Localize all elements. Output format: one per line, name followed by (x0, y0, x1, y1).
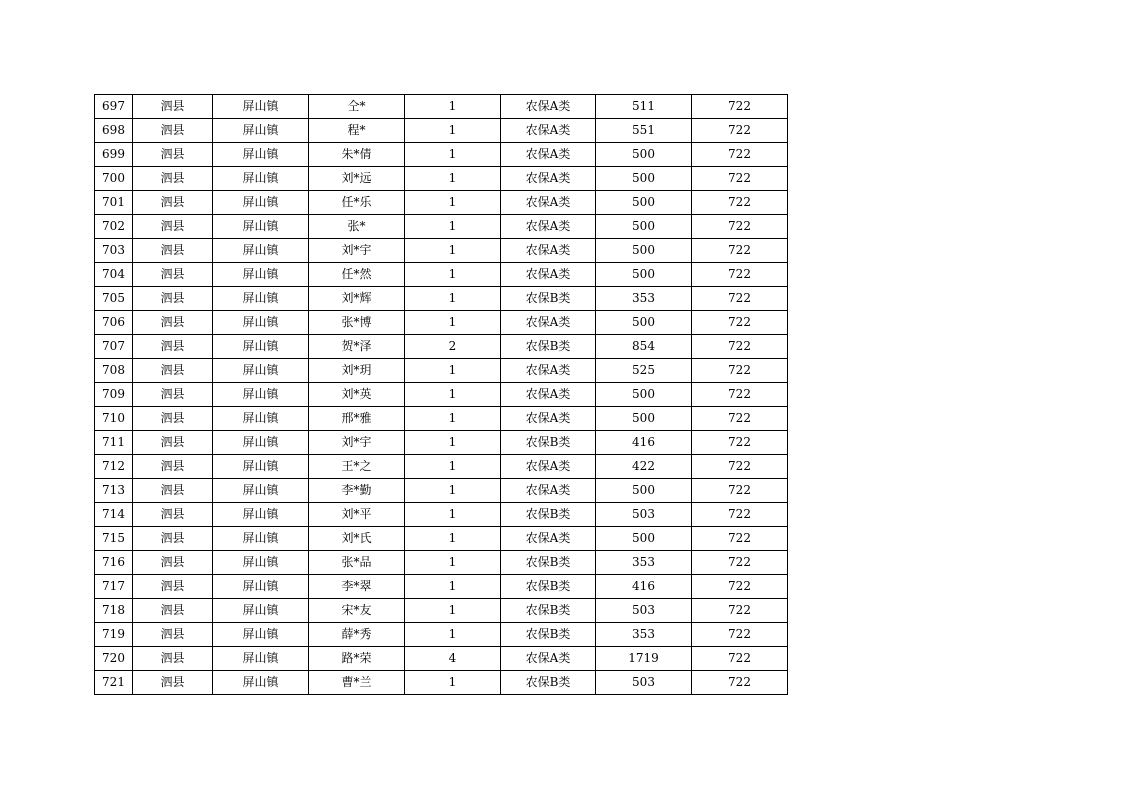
cell-insurance-category: 农保A类 (501, 215, 596, 239)
table-row (95, 335, 788, 359)
cell-code: 722 (692, 383, 788, 407)
cell-town: 屏山镇 (213, 287, 309, 311)
cell-row-number: 720 (95, 647, 133, 671)
cell-name: 宋*友 (309, 599, 405, 623)
cell-town: 屏山镇 (213, 455, 309, 479)
cell-insurance-category: 农保A类 (501, 239, 596, 263)
cell-town: 屏山镇 (213, 527, 309, 551)
cell-town: 屏山镇 (213, 191, 309, 215)
cell-code: 722 (692, 263, 788, 287)
cell-amount: 500 (596, 383, 692, 407)
cell-county: 泗县 (133, 527, 213, 551)
cell-name: 王*之 (309, 455, 405, 479)
cell-row-number: 708 (95, 359, 133, 383)
cell-household-size: 1 (405, 143, 501, 167)
cell-county: 泗县 (133, 647, 213, 671)
table-row (95, 167, 788, 191)
cell-name: 仝* (309, 95, 405, 119)
cell-code: 722 (692, 311, 788, 335)
table-row (95, 407, 788, 431)
cell-town: 屏山镇 (213, 503, 309, 527)
cell-code: 722 (692, 167, 788, 191)
cell-household-size: 1 (405, 383, 501, 407)
cell-row-number: 719 (95, 623, 133, 647)
cell-county: 泗县 (133, 407, 213, 431)
cell-row-number: 709 (95, 383, 133, 407)
cell-town: 屏山镇 (213, 215, 309, 239)
cell-insurance-category: 农保A类 (501, 191, 596, 215)
cell-insurance-category: 农保B类 (501, 335, 596, 359)
cell-household-size: 1 (405, 215, 501, 239)
cell-amount: 353 (596, 287, 692, 311)
cell-code: 722 (692, 143, 788, 167)
table-row (95, 215, 788, 239)
cell-row-number: 700 (95, 167, 133, 191)
cell-name: 薛*秀 (309, 623, 405, 647)
table-row (95, 287, 788, 311)
cell-amount: 511 (596, 95, 692, 119)
cell-town: 屏山镇 (213, 359, 309, 383)
table-row (95, 95, 788, 119)
cell-household-size: 1 (405, 239, 501, 263)
cell-name: 张*品 (309, 551, 405, 575)
cell-household-size: 1 (405, 431, 501, 455)
cell-amount: 422 (596, 455, 692, 479)
cell-county: 泗县 (133, 479, 213, 503)
cell-town: 屏山镇 (213, 167, 309, 191)
cell-code: 722 (692, 455, 788, 479)
cell-household-size: 4 (405, 647, 501, 671)
cell-town: 屏山镇 (213, 311, 309, 335)
cell-town: 屏山镇 (213, 239, 309, 263)
table-row (95, 191, 788, 215)
cell-insurance-category: 农保A类 (501, 527, 596, 551)
cell-name: 路*荣 (309, 647, 405, 671)
cell-household-size: 1 (405, 263, 501, 287)
cell-county: 泗县 (133, 167, 213, 191)
cell-code: 722 (692, 287, 788, 311)
cell-row-number: 698 (95, 119, 133, 143)
cell-insurance-category: 农保A类 (501, 167, 596, 191)
table-row (95, 647, 788, 671)
cell-row-number: 699 (95, 143, 133, 167)
table-row (95, 455, 788, 479)
cell-name: 刘*英 (309, 383, 405, 407)
cell-town: 屏山镇 (213, 647, 309, 671)
cell-insurance-category: 农保A类 (501, 479, 596, 503)
cell-amount: 503 (596, 671, 692, 695)
cell-row-number: 716 (95, 551, 133, 575)
cell-household-size: 1 (405, 167, 501, 191)
cell-county: 泗县 (133, 143, 213, 167)
cell-town: 屏山镇 (213, 383, 309, 407)
cell-town: 屏山镇 (213, 263, 309, 287)
cell-amount: 500 (596, 167, 692, 191)
table-row (95, 383, 788, 407)
cell-code: 722 (692, 551, 788, 575)
cell-household-size: 1 (405, 311, 501, 335)
cell-code: 722 (692, 575, 788, 599)
table-row (95, 239, 788, 263)
cell-code: 722 (692, 623, 788, 647)
cell-name: 曹*兰 (309, 671, 405, 695)
cell-amount: 525 (596, 359, 692, 383)
cell-name: 程* (309, 119, 405, 143)
table-row (95, 527, 788, 551)
cell-code: 722 (692, 239, 788, 263)
cell-insurance-category: 农保B类 (501, 551, 596, 575)
cell-name: 李*翠 (309, 575, 405, 599)
cell-name: 刘*宇 (309, 431, 405, 455)
cell-name: 贺*泽 (309, 335, 405, 359)
cell-code: 722 (692, 479, 788, 503)
cell-row-number: 707 (95, 335, 133, 359)
cell-household-size: 1 (405, 671, 501, 695)
cell-insurance-category: 农保B类 (501, 671, 596, 695)
cell-county: 泗县 (133, 431, 213, 455)
cell-household-size: 1 (405, 599, 501, 623)
cell-row-number: 711 (95, 431, 133, 455)
cell-insurance-category: 农保A类 (501, 119, 596, 143)
cell-household-size: 1 (405, 359, 501, 383)
cell-town: 屏山镇 (213, 407, 309, 431)
table-row (95, 503, 788, 527)
cell-household-size: 1 (405, 287, 501, 311)
table-row (95, 263, 788, 287)
cell-town: 屏山镇 (213, 143, 309, 167)
cell-amount: 500 (596, 479, 692, 503)
cell-row-number: 715 (95, 527, 133, 551)
cell-insurance-category: 农保A类 (501, 95, 596, 119)
cell-amount: 1719 (596, 647, 692, 671)
cell-household-size: 1 (405, 119, 501, 143)
cell-amount: 551 (596, 119, 692, 143)
cell-amount: 500 (596, 527, 692, 551)
cell-insurance-category: 农保A类 (501, 143, 596, 167)
cell-household-size: 1 (405, 551, 501, 575)
cell-code: 722 (692, 503, 788, 527)
cell-row-number: 718 (95, 599, 133, 623)
cell-insurance-category: 农保B类 (501, 575, 596, 599)
cell-amount: 353 (596, 623, 692, 647)
cell-insurance-category: 农保B类 (501, 503, 596, 527)
cell-town: 屏山镇 (213, 575, 309, 599)
table-body (95, 95, 788, 695)
cell-household-size: 1 (405, 455, 501, 479)
cell-insurance-category: 农保A类 (501, 263, 596, 287)
cell-code: 722 (692, 119, 788, 143)
cell-name: 刘*玥 (309, 359, 405, 383)
cell-name: 邢*雅 (309, 407, 405, 431)
cell-code: 722 (692, 335, 788, 359)
cell-insurance-category: 农保A类 (501, 455, 596, 479)
cell-amount: 416 (596, 431, 692, 455)
cell-county: 泗县 (133, 263, 213, 287)
table-row (95, 479, 788, 503)
cell-town: 屏山镇 (213, 335, 309, 359)
cell-row-number: 721 (95, 671, 133, 695)
cell-code: 722 (692, 359, 788, 383)
cell-row-number: 702 (95, 215, 133, 239)
cell-county: 泗县 (133, 455, 213, 479)
cell-amount: 500 (596, 143, 692, 167)
table-row (95, 359, 788, 383)
cell-insurance-category: 农保A类 (501, 383, 596, 407)
cell-insurance-category: 农保A类 (501, 359, 596, 383)
cell-code: 722 (692, 95, 788, 119)
cell-county: 泗县 (133, 503, 213, 527)
cell-household-size: 1 (405, 95, 501, 119)
cell-amount: 500 (596, 263, 692, 287)
cell-amount: 503 (596, 503, 692, 527)
cell-household-size: 1 (405, 575, 501, 599)
cell-insurance-category: 农保B类 (501, 431, 596, 455)
cell-amount: 500 (596, 407, 692, 431)
cell-household-size: 1 (405, 623, 501, 647)
cell-county: 泗县 (133, 383, 213, 407)
cell-amount: 353 (596, 551, 692, 575)
cell-town: 屏山镇 (213, 119, 309, 143)
cell-county: 泗县 (133, 335, 213, 359)
cell-amount: 854 (596, 335, 692, 359)
data-table (94, 94, 788, 695)
cell-county: 泗县 (133, 599, 213, 623)
cell-row-number: 706 (95, 311, 133, 335)
cell-household-size: 1 (405, 527, 501, 551)
cell-town: 屏山镇 (213, 95, 309, 119)
table-row (95, 119, 788, 143)
cell-name: 张* (309, 215, 405, 239)
cell-name: 朱*倩 (309, 143, 405, 167)
cell-county: 泗县 (133, 551, 213, 575)
cell-town: 屏山镇 (213, 431, 309, 455)
cell-amount: 503 (596, 599, 692, 623)
cell-row-number: 710 (95, 407, 133, 431)
cell-county: 泗县 (133, 311, 213, 335)
cell-household-size: 1 (405, 503, 501, 527)
table-row (95, 623, 788, 647)
cell-name: 刘*平 (309, 503, 405, 527)
cell-county: 泗县 (133, 215, 213, 239)
cell-county: 泗县 (133, 119, 213, 143)
cell-household-size: 1 (405, 191, 501, 215)
cell-household-size: 1 (405, 479, 501, 503)
cell-household-size: 1 (405, 407, 501, 431)
cell-town: 屏山镇 (213, 599, 309, 623)
table-row (95, 311, 788, 335)
cell-code: 722 (692, 527, 788, 551)
cell-insurance-category: 农保B类 (501, 599, 596, 623)
cell-household-size: 2 (405, 335, 501, 359)
cell-insurance-category: 农保A类 (501, 407, 596, 431)
cell-name: 任*乐 (309, 191, 405, 215)
cell-county: 泗县 (133, 623, 213, 647)
cell-insurance-category: 农保A类 (501, 647, 596, 671)
cell-county: 泗县 (133, 359, 213, 383)
cell-row-number: 705 (95, 287, 133, 311)
cell-town: 屏山镇 (213, 623, 309, 647)
cell-town: 屏山镇 (213, 671, 309, 695)
cell-amount: 500 (596, 215, 692, 239)
cell-county: 泗县 (133, 671, 213, 695)
cell-row-number: 717 (95, 575, 133, 599)
cell-code: 722 (692, 671, 788, 695)
cell-name: 刘*远 (309, 167, 405, 191)
cell-name: 任*然 (309, 263, 405, 287)
table-row (95, 551, 788, 575)
cell-town: 屏山镇 (213, 479, 309, 503)
cell-insurance-category: 农保B类 (501, 287, 596, 311)
table-row (95, 671, 788, 695)
cell-town: 屏山镇 (213, 551, 309, 575)
cell-name: 刘*宇 (309, 239, 405, 263)
cell-row-number: 714 (95, 503, 133, 527)
cell-amount: 500 (596, 239, 692, 263)
table-row (95, 143, 788, 167)
cell-amount: 416 (596, 575, 692, 599)
cell-county: 泗县 (133, 95, 213, 119)
cell-name: 李*勤 (309, 479, 405, 503)
cell-row-number: 713 (95, 479, 133, 503)
cell-county: 泗县 (133, 575, 213, 599)
cell-county: 泗县 (133, 287, 213, 311)
cell-code: 722 (692, 407, 788, 431)
cell-row-number: 701 (95, 191, 133, 215)
table-row (95, 599, 788, 623)
cell-name: 刘*氏 (309, 527, 405, 551)
cell-row-number: 703 (95, 239, 133, 263)
cell-code: 722 (692, 599, 788, 623)
cell-insurance-category: 农保B类 (501, 623, 596, 647)
cell-county: 泗县 (133, 239, 213, 263)
cell-row-number: 704 (95, 263, 133, 287)
cell-code: 722 (692, 647, 788, 671)
cell-name: 刘*辉 (309, 287, 405, 311)
cell-code: 722 (692, 191, 788, 215)
cell-insurance-category: 农保A类 (501, 311, 596, 335)
table-row (95, 575, 788, 599)
cell-row-number: 697 (95, 95, 133, 119)
cell-code: 722 (692, 431, 788, 455)
cell-name: 张*博 (309, 311, 405, 335)
cell-code: 722 (692, 215, 788, 239)
cell-amount: 500 (596, 191, 692, 215)
table-row (95, 431, 788, 455)
cell-county: 泗县 (133, 191, 213, 215)
cell-amount: 500 (596, 311, 692, 335)
cell-row-number: 712 (95, 455, 133, 479)
